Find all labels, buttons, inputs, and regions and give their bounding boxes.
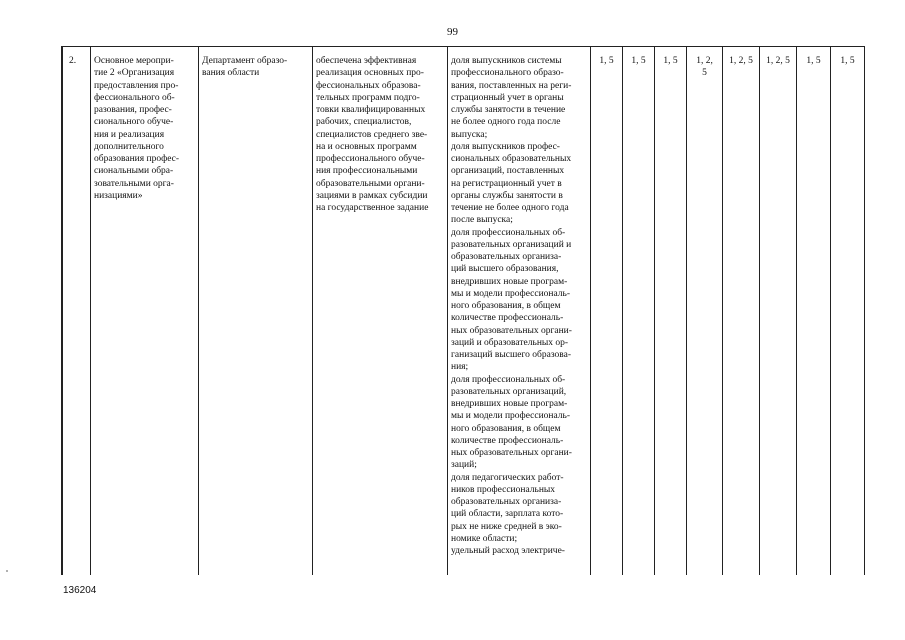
event-name-cell: Основное меропри- тие 2 «Организация предоставления про- фессионального об- разования, профес- сионального обуче- ния и реализация дополнительного образования профес- сиональными обра- зовательными орга- низациями» [94,56,180,201]
year-value-cell: 1, 2, 5 [766,56,790,66]
year-value-cell: 1, 5 [631,56,646,66]
year-value-cell: 1, 5 [806,56,821,66]
year-value-cell: 1, 2, 5 [696,56,713,79]
year-value-cell: 1, 5 [663,56,678,66]
page-number: 99 [447,26,458,38]
year-value-cell: 1, 2, 5 [729,56,753,66]
year-value-cell: 1, 5 [599,56,614,66]
footer-code: 136204 [63,585,97,596]
program-table [61,46,865,575]
expected-result-cell: обеспечена эффективная реализация основных про- фессиональных образова- тельных программ подго- товки квалифицированных рабочих, специалистов, специалистов среднего зве- на и основных программ профессионального обуче- ния профессиональными образовательными органи- зациями в рамках субсидии на государственное задание [316,56,429,213]
executor-cell: Департамент образо- вания области [202,56,288,79]
row-number: 2. [69,56,77,66]
year-value-cell: 1, 5 [840,56,855,66]
indicators-cell: доля выпускников системы профессионального образо- вания, поставленных на реги- страционный учет в органы службы занятости в течение не более одного года после выпуска; доля выпускников профес- сиональных образовательных организаций, поставленных на регистрационный учет в органы службы занятости в течение не более одного года после выпуска; доля профессиональных об- разовательных организаций и образовательных организа- ций высшего образования, внедривших новые програм- мы и модели профессиональ- ного образования, в общем количестве профессиональ- ных образовательных органи- заций и образовательных ор- ганизаций высшего образова- ния; доля профессиональных об- разовательных организаций, внедривших новые програм- мы и модели профессиональ- ного образования, в общем количестве профессиональ- ных образовательных органи- заций; доля педагогических работ- ников профессиональных образовательных организа- ций области, зарплата кото- рых не ниже средней в эко- номике области; удельный расход электриче- [451,56,572,556]
scan-artifact [6,570,8,572]
